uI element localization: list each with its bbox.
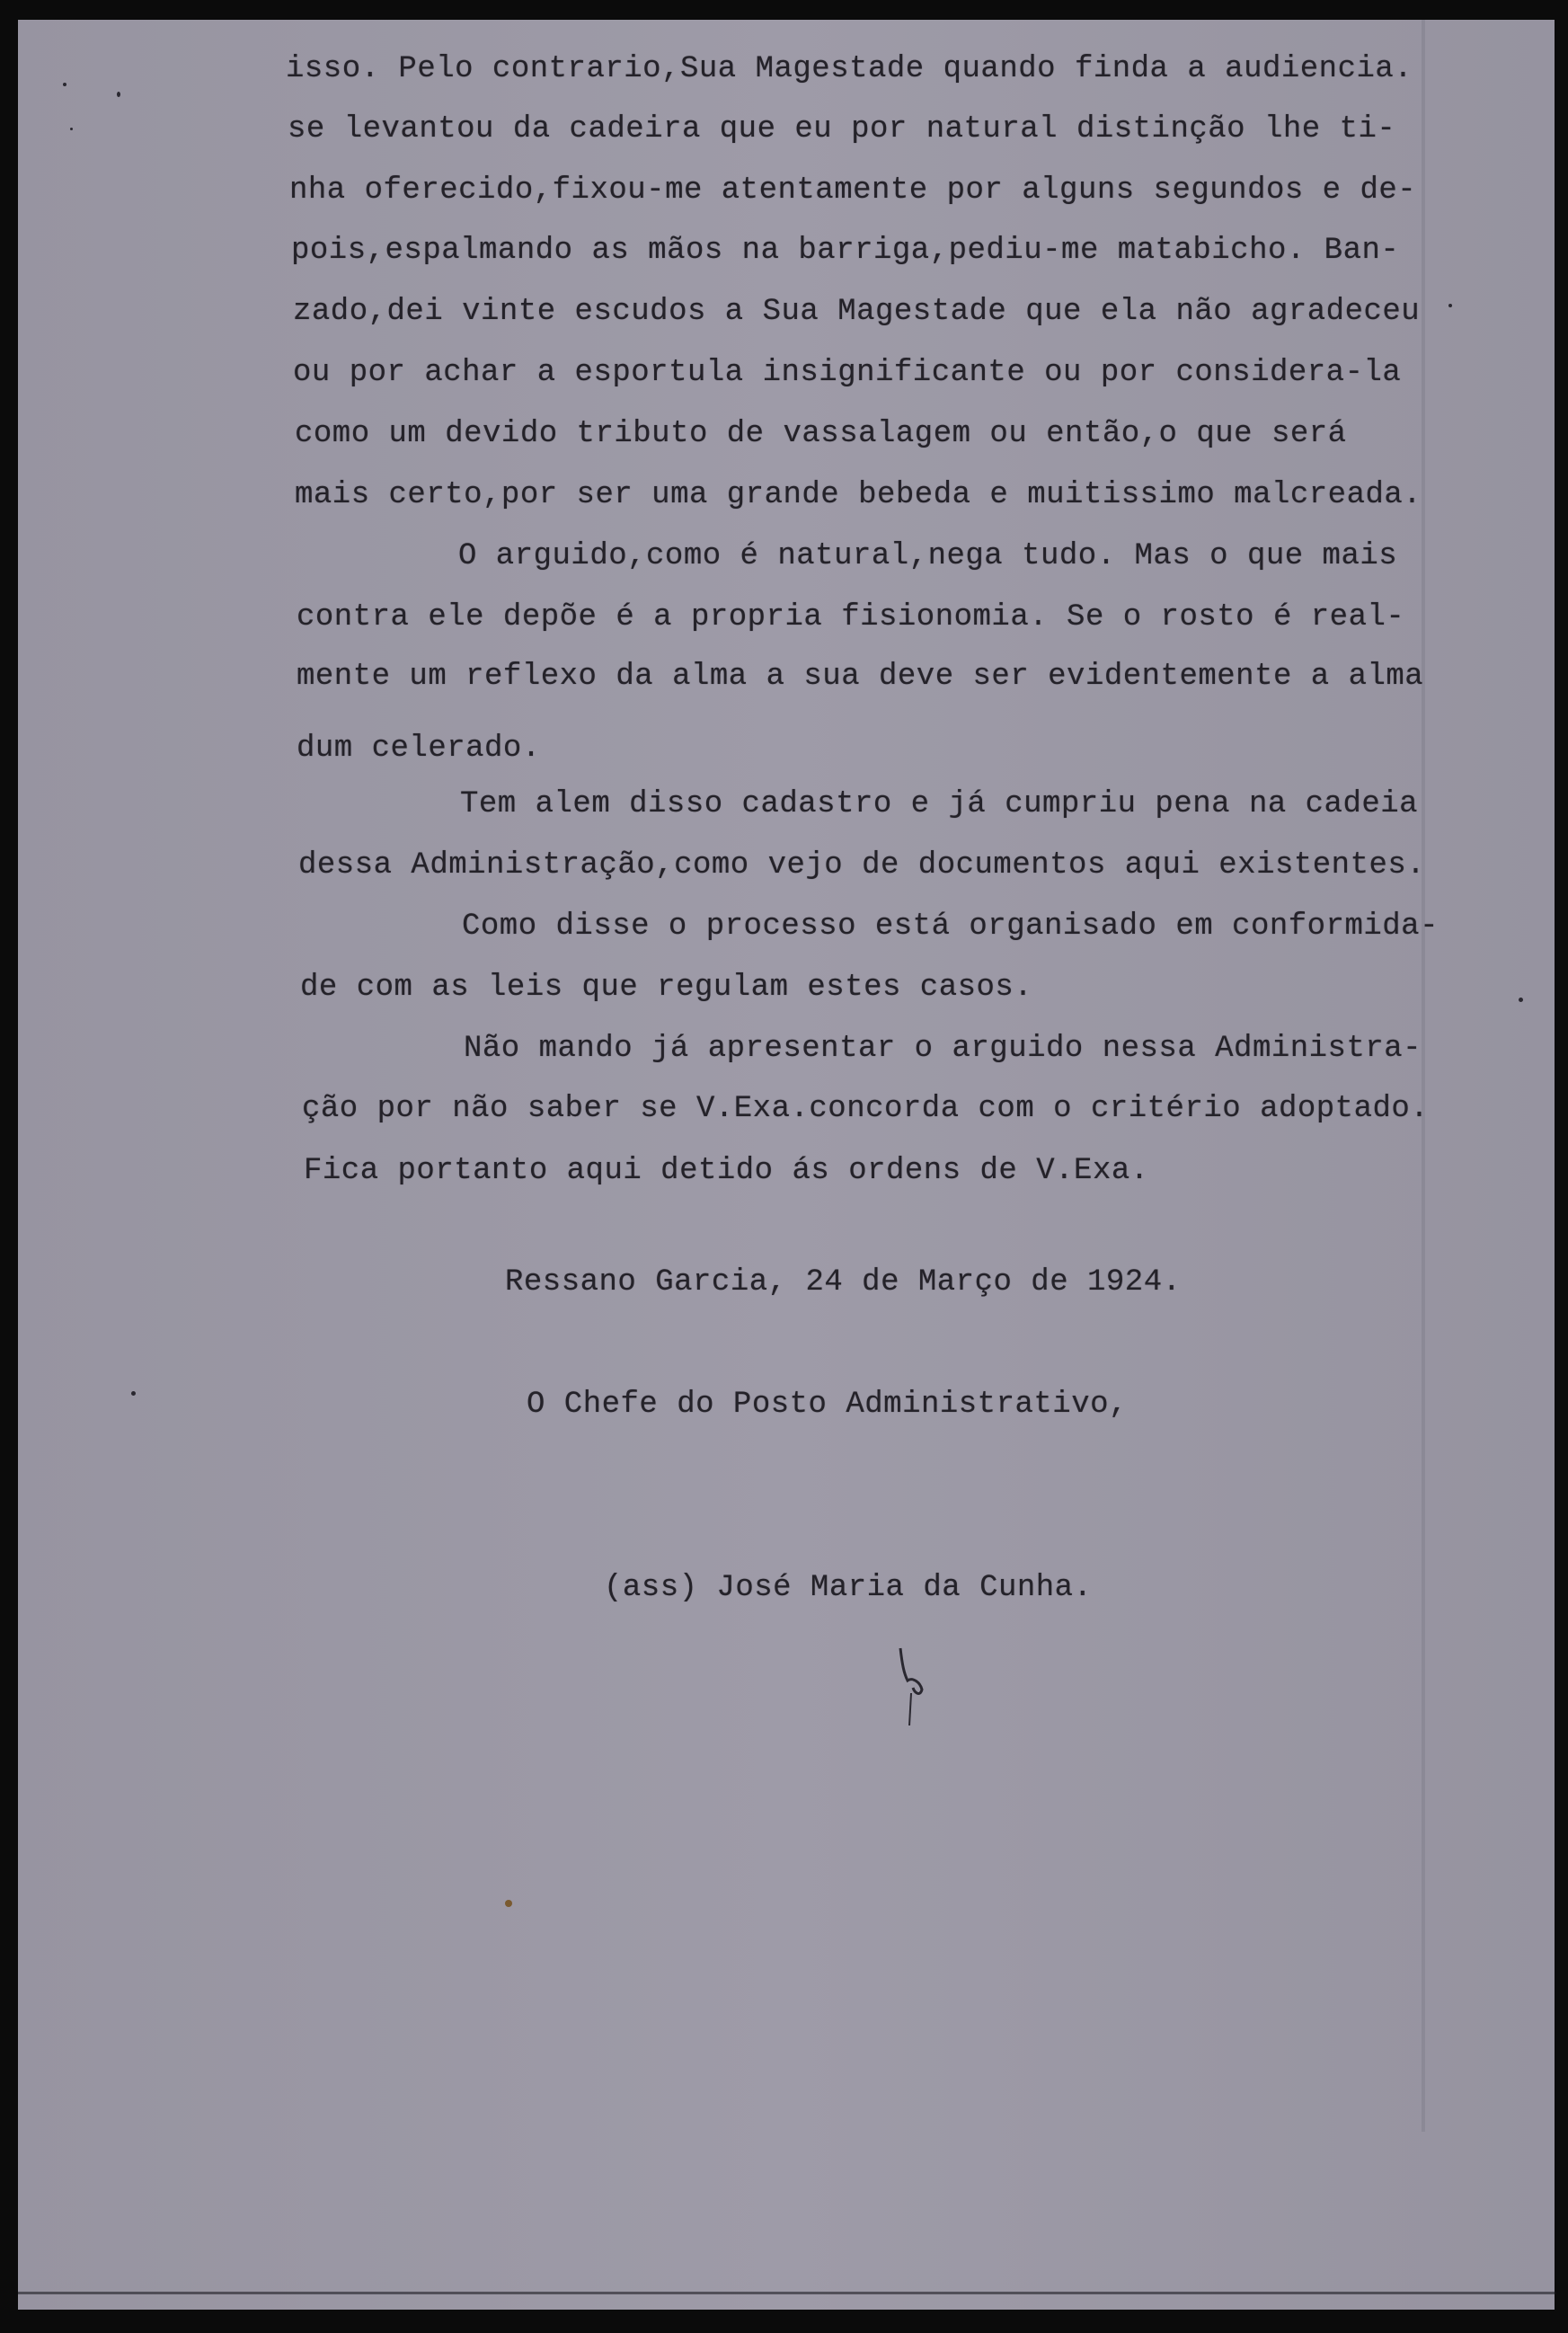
text-line: Tem alem disso cadastro e já cumpriu pena na cadeia: [460, 787, 1419, 821]
signature-line: (ass) José Maria da Cunha.: [604, 1571, 1093, 1605]
handwritten-mark-icon: [890, 1637, 943, 1736]
text-line: se levantou da cadeira que eu por natural distinção lhe ti-: [288, 112, 1396, 146]
text-line: isso. Pelo contrario,Sua Magestade quando finda a audiencia.: [286, 52, 1413, 86]
text-line: dum celerado.: [297, 732, 541, 766]
text-line: mais certo,por ser uma grande bebeda e muitissimo malcreada.: [295, 478, 1422, 512]
text-line: nha oferecido,fixou-me atentamente por alguns segundos e de-: [289, 173, 1417, 208]
text-line: mente um reflexo da alma a sua deve ser evidentemente a alma: [297, 660, 1424, 694]
text-line: dessa Administração,como vejo de documentos aqui existentes.: [298, 848, 1426, 883]
text-line: contra ele depõe é a propria fisionomia. Se o rosto é real-: [297, 600, 1405, 634]
text-line: Fica portanto aqui detido ás ordens de V.Exa.: [304, 1154, 1149, 1188]
text-line: O arguido,como é natural,nega tudo. Mas o que mais: [458, 539, 1398, 573]
text-line: pois,espalmando as mãos na barriga,pediu-me matabicho. Ban-: [291, 234, 1400, 268]
text-line: ou por achar a esportula insignificante ou por considera-la: [293, 356, 1402, 390]
official-title-line: O Chefe do Posto Administrativo,: [527, 1388, 1128, 1422]
text-line: ção por não saber se V.Exa.concorda com o critério adoptado.: [302, 1092, 1430, 1126]
date-line: Ressano Garcia, 24 de Março de 1924.: [505, 1265, 1182, 1300]
text-line: Não mando já apresentar o arguido nessa Administra-: [464, 1032, 1422, 1066]
text-line: de com as leis que regulam estes casos.: [300, 971, 1033, 1005]
text-line: Como disse o processo está organisado em conformida-: [462, 909, 1439, 944]
text-line: como um devido tributo de vassalagem ou então,o que será: [295, 417, 1347, 451]
text-line: zado,dei vinte escudos a Sua Magestade que ela não agradeceu: [293, 295, 1421, 329]
